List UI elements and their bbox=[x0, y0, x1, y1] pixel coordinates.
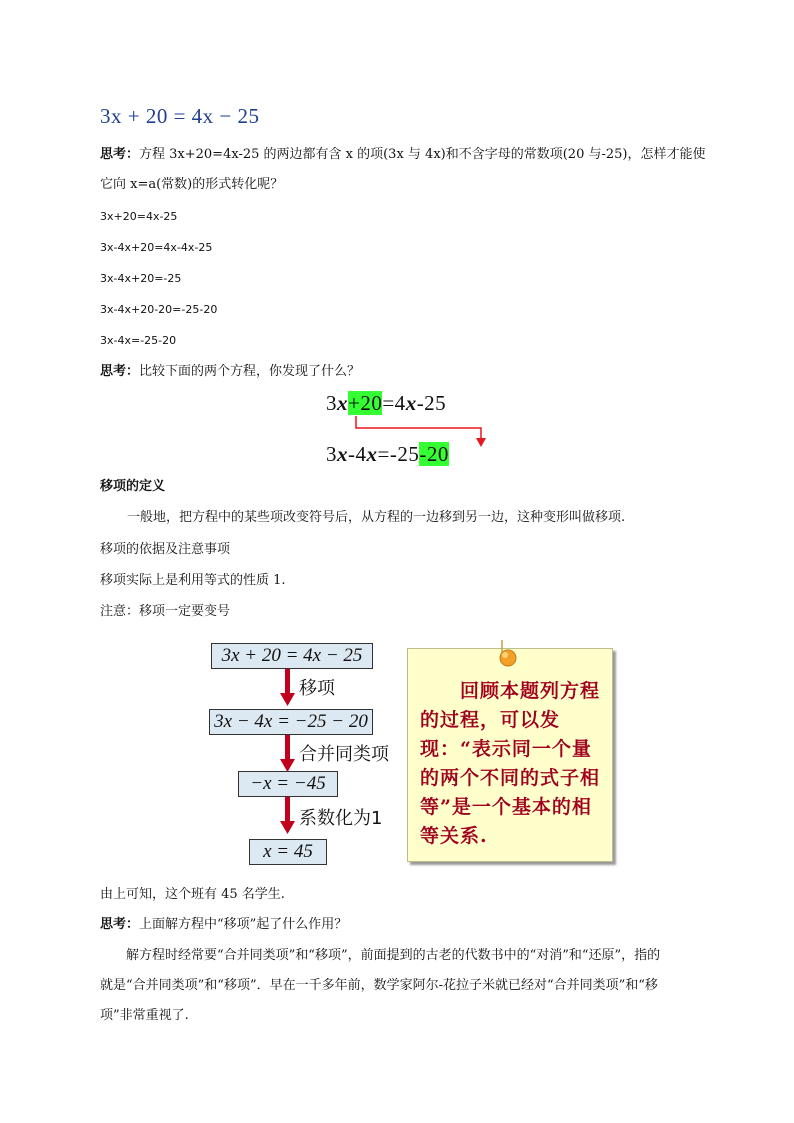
highlight-term-plus20: +20 bbox=[348, 391, 383, 415]
think-text-line2: 它向 x=a(常数)的形式转化呢？ bbox=[100, 177, 284, 192]
pushpin-icon bbox=[494, 640, 518, 670]
think-label: 思考： bbox=[100, 917, 140, 932]
compare-equation-2: 3x-4x=-25-20 bbox=[326, 442, 449, 466]
definition-text: 一般地，把方程中的某些项改变符号后，从方程的一边移到另一边，这种变形叫做移项. bbox=[127, 510, 626, 525]
step-4: 3x-4x+20-20=-25-20 bbox=[100, 303, 218, 316]
think-label: 思考： bbox=[100, 147, 140, 162]
flow-label-transpose: 移项 bbox=[299, 678, 335, 699]
highlight-term-minus20: -20 bbox=[419, 442, 449, 466]
flow-label-coefficient: 系数化为1 bbox=[299, 808, 383, 829]
step-2: 3x-4x+20=4x-4x-25 bbox=[100, 241, 213, 254]
final-line-2: 就是“合并同类项”和“移项”．早在一千多年前，数学家阿尔-花拉子米就已经对“合并同类项”和“移 bbox=[100, 978, 658, 993]
notice-text: 注意：移项一定要变号 bbox=[100, 604, 231, 619]
basis-title: 移项的依据及注意事项 bbox=[100, 542, 231, 557]
header-equation: 3x + 20 = 4x − 25 bbox=[100, 104, 260, 128]
final-line-1: 解方程时经常要“合并同类项”和“移项”，前面提到的古老的代数书中的“对消”和“还原”，指的 bbox=[100, 948, 661, 963]
think-paragraph-1 bbox=[100, 140, 705, 170]
step-5: 3x-4x=-25-20 bbox=[100, 334, 177, 347]
flow-arrow-2 bbox=[280, 735, 296, 773]
flow-arrow-3 bbox=[280, 797, 296, 835]
think-text: 上面解方程中“移项”起了什么作用？ bbox=[139, 917, 348, 932]
step-3: 3x-4x+20=-25 bbox=[100, 272, 182, 285]
note-text: 回顾本题列方程的过程，可以发现：“表示同一个量的两个不同的式子相等”是一个基本的相等关系. bbox=[420, 680, 601, 847]
flow-arrow-1 bbox=[280, 669, 296, 707]
compare-equation-1: 3x+20=4x-25 bbox=[326, 391, 447, 415]
definition-title: 移项的定义 bbox=[100, 479, 166, 494]
think-paragraph-2 bbox=[100, 357, 360, 387]
flow-box-1: 3x + 20 = 4x − 25 bbox=[211, 643, 373, 669]
final-line-3: 项”非常重视了. bbox=[100, 1008, 189, 1023]
think-text: 比较下面的两个方程，你发现了什么？ bbox=[139, 364, 361, 379]
sticky-note bbox=[407, 648, 613, 862]
think-text-line1: 方程 3x+20=4x-25 的两边都有含 x 的项(3x 与 4x)和不含字母的常数项(20 与-25)，怎样才能使 bbox=[139, 147, 706, 162]
think-paragraph-3 bbox=[100, 910, 347, 940]
conclusion-text: 由上可知，这个班有 45 名学生. bbox=[100, 887, 285, 902]
think-label: 思考： bbox=[100, 364, 140, 379]
flow-box-4: x = 45 bbox=[249, 839, 327, 865]
flow-label-combine: 合并同类项 bbox=[299, 744, 389, 765]
basis-text: 移项实际上是利用等式的性质 1. bbox=[100, 573, 286, 588]
step-1: 3x+20=4x-25 bbox=[100, 210, 178, 223]
flow-box-3: −x = −45 bbox=[238, 771, 338, 797]
flow-box-2: 3x − 4x = −25 − 20 bbox=[209, 709, 373, 735]
